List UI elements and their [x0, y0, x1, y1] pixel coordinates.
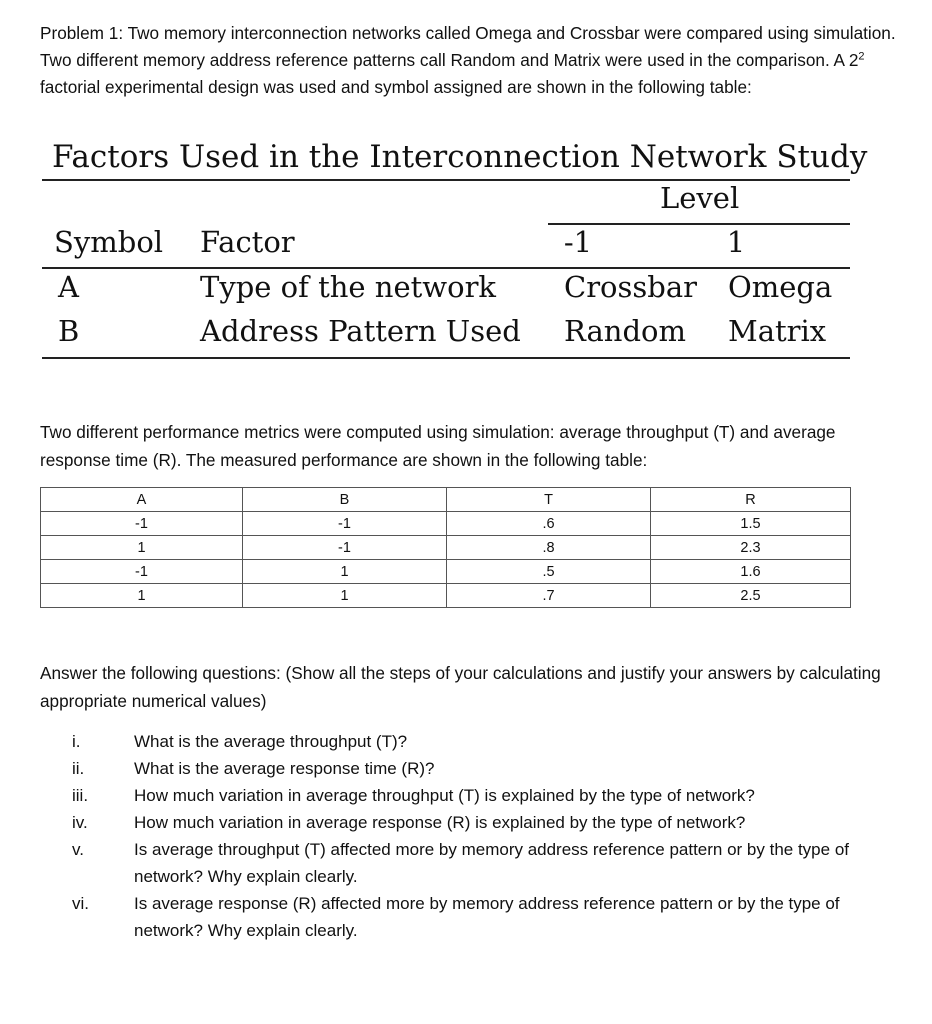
- factor-high-level: Matrix: [728, 314, 827, 348]
- question-number: i.: [72, 732, 81, 751]
- table-cell: 2.3: [651, 536, 851, 560]
- question-item: [0, 890, 932, 944]
- question-text: What is the average throughput (T)?: [134, 732, 408, 751]
- header-rule: [42, 267, 850, 269]
- question-item: [0, 728, 932, 755]
- factor-name: Address Pattern Used: [200, 314, 521, 348]
- table-cell: 1: [243, 584, 447, 608]
- column-header: R: [651, 488, 851, 512]
- table-row: [41, 536, 851, 560]
- table-cell: 1.5: [651, 512, 851, 536]
- factor-symbol: A: [58, 270, 79, 304]
- question-number: vi.: [72, 894, 89, 913]
- question-text: How much variation in average response (R) is explained by the type of network?: [134, 813, 746, 832]
- table-cell: -1: [243, 512, 447, 536]
- question-number: ii.: [72, 759, 85, 778]
- column-header: T: [447, 488, 651, 512]
- table-cell: .5: [447, 560, 651, 584]
- level-high-header: 1: [726, 225, 746, 259]
- table-cell: 2.5: [651, 584, 851, 608]
- intro-text-before: Problem 1: Two memory interconnection networks called Omega and Crossbar were compared using simulation. Two different memory address reference patterns call Random and Matrix were used in the comparison. A 2: [40, 23, 896, 70]
- column-header: A: [41, 488, 243, 512]
- table-cell: 1.6: [651, 560, 851, 584]
- question-item: [0, 836, 932, 890]
- intro-superscript: 2: [858, 50, 865, 63]
- question-number: iii.: [72, 786, 89, 805]
- question-number: v.: [72, 840, 84, 859]
- level-header: Level: [660, 181, 740, 215]
- question-item: [0, 755, 932, 782]
- table-cell: 1: [243, 560, 447, 584]
- answer-instructions: Answer the following questions: (Show all the steps of your calculations and justify your answers by calculating appropriate numerical values): [40, 663, 881, 711]
- table-cell: -1: [41, 560, 243, 584]
- question-text: How much variation in average throughput (T) is explained by the type of network?: [134, 786, 755, 805]
- question-item: [0, 782, 932, 809]
- symbol-header: Symbol: [54, 225, 164, 259]
- question-text: Is average throughput (T) affected more by memory address reference pattern or by the type of network? Why explain clearly.: [134, 840, 849, 886]
- question-list: [0, 728, 932, 944]
- question-item: [0, 809, 932, 836]
- table-cell: .7: [447, 584, 651, 608]
- factor-low-level: Crossbar: [564, 270, 697, 304]
- problem-intro: [40, 20, 900, 101]
- factor-high-level: Omega: [728, 270, 833, 304]
- table-cell: .8: [447, 536, 651, 560]
- level-low-header: -1: [563, 225, 593, 259]
- intro-text-after: factorial experimental design was used and symbol assigned are shown in the following table:: [40, 77, 752, 97]
- question-text: What is the average response time (R)?: [134, 759, 435, 778]
- factor-symbol: B: [58, 314, 80, 348]
- table-cell: 1: [41, 536, 243, 560]
- column-header: B: [243, 488, 447, 512]
- question-text: Is average response (R) affected more by memory address reference pattern or by the type of network? Why explain clearly.: [134, 894, 840, 940]
- performance-table: [40, 487, 851, 608]
- table-cell: 1: [41, 584, 243, 608]
- factor-header: Factor: [200, 225, 295, 259]
- table-cell: -1: [41, 512, 243, 536]
- table-row: [41, 560, 851, 584]
- table-header-row: [41, 488, 851, 512]
- question-number: iv.: [72, 813, 88, 832]
- factors-table-title: Factors Used in the Interconnection Network Study: [52, 139, 868, 175]
- factor-low-level: Random: [564, 314, 686, 348]
- table-bottom-rule: [42, 357, 850, 359]
- metrics-paragraph: Two different performance metrics were computed using simulation: average throughput (T) and average response time (R). The measured performance are shown in the following table:: [40, 422, 836, 470]
- table-cell: -1: [243, 536, 447, 560]
- table-cell: .6: [447, 512, 651, 536]
- table-row: [41, 584, 851, 608]
- table-row: [41, 512, 851, 536]
- factor-name: Type of the network: [200, 270, 497, 304]
